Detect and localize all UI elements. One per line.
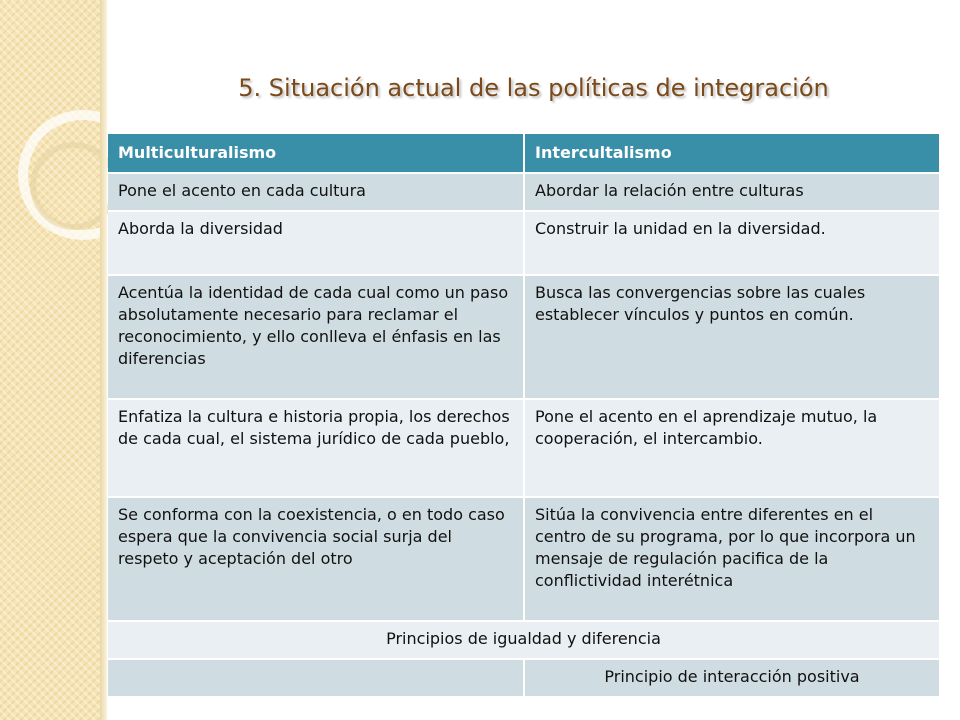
slide-title: 5. Situación actual de las políticas de integración	[238, 74, 829, 102]
table-row	[108, 211, 940, 275]
table-cell-empty	[108, 659, 524, 697]
merged-cell-principles: Principios de igualdad y diferencia	[108, 621, 940, 659]
table-cell: Pone el acento en cada cultura	[108, 173, 524, 211]
table-cell: Acentúa la identidad de cada cual como un paso absolutamente necesario para reclamar el reconocimiento, y ello conlleva el énfasis en las diferencias	[108, 275, 524, 399]
table-cell: Pone el acento en el aprendizaje mutuo, la cooperación, el intercambio.	[524, 399, 940, 497]
table-cell: Sitúa la convivencia entre diferentes en el centro de su programa, por lo que incorpora un mensaje de regulación pacifica de la conflictividad interétnica	[524, 497, 940, 621]
table-row	[108, 173, 940, 211]
header-multiculturalismo: Multiculturalismo	[108, 134, 524, 173]
header-interculturalismo: Intercultalismo	[524, 134, 940, 173]
table-cell: Enfatiza la cultura e historia propia, los derechos de cada cual, el sistema jurídico de cada pueblo,	[108, 399, 524, 497]
table-cell: Se conforma con la coexistencia, o en todo caso espera que la convivencia social surja del respeto y aceptación del otro	[108, 497, 524, 621]
table-cell: Principio de interacción positiva	[524, 659, 940, 697]
table-header-row	[108, 134, 940, 173]
table-row	[108, 399, 940, 497]
table-cell: Busca las convergencias sobre las cuales establecer vínculos y puntos en común.	[524, 275, 940, 399]
table-cell: Aborda la diversidad	[108, 211, 524, 275]
table-row-merged	[108, 621, 940, 659]
decorative-side-strip	[0, 0, 107, 720]
table-row	[108, 659, 940, 697]
table-row	[108, 275, 940, 399]
table-cell: Construir la unidad en la diversidad.	[524, 211, 940, 275]
decorative-strip-edge	[100, 0, 107, 720]
comparison-table	[108, 134, 941, 698]
table-cell: Abordar la relación entre culturas	[524, 173, 940, 211]
table-row	[108, 497, 940, 621]
